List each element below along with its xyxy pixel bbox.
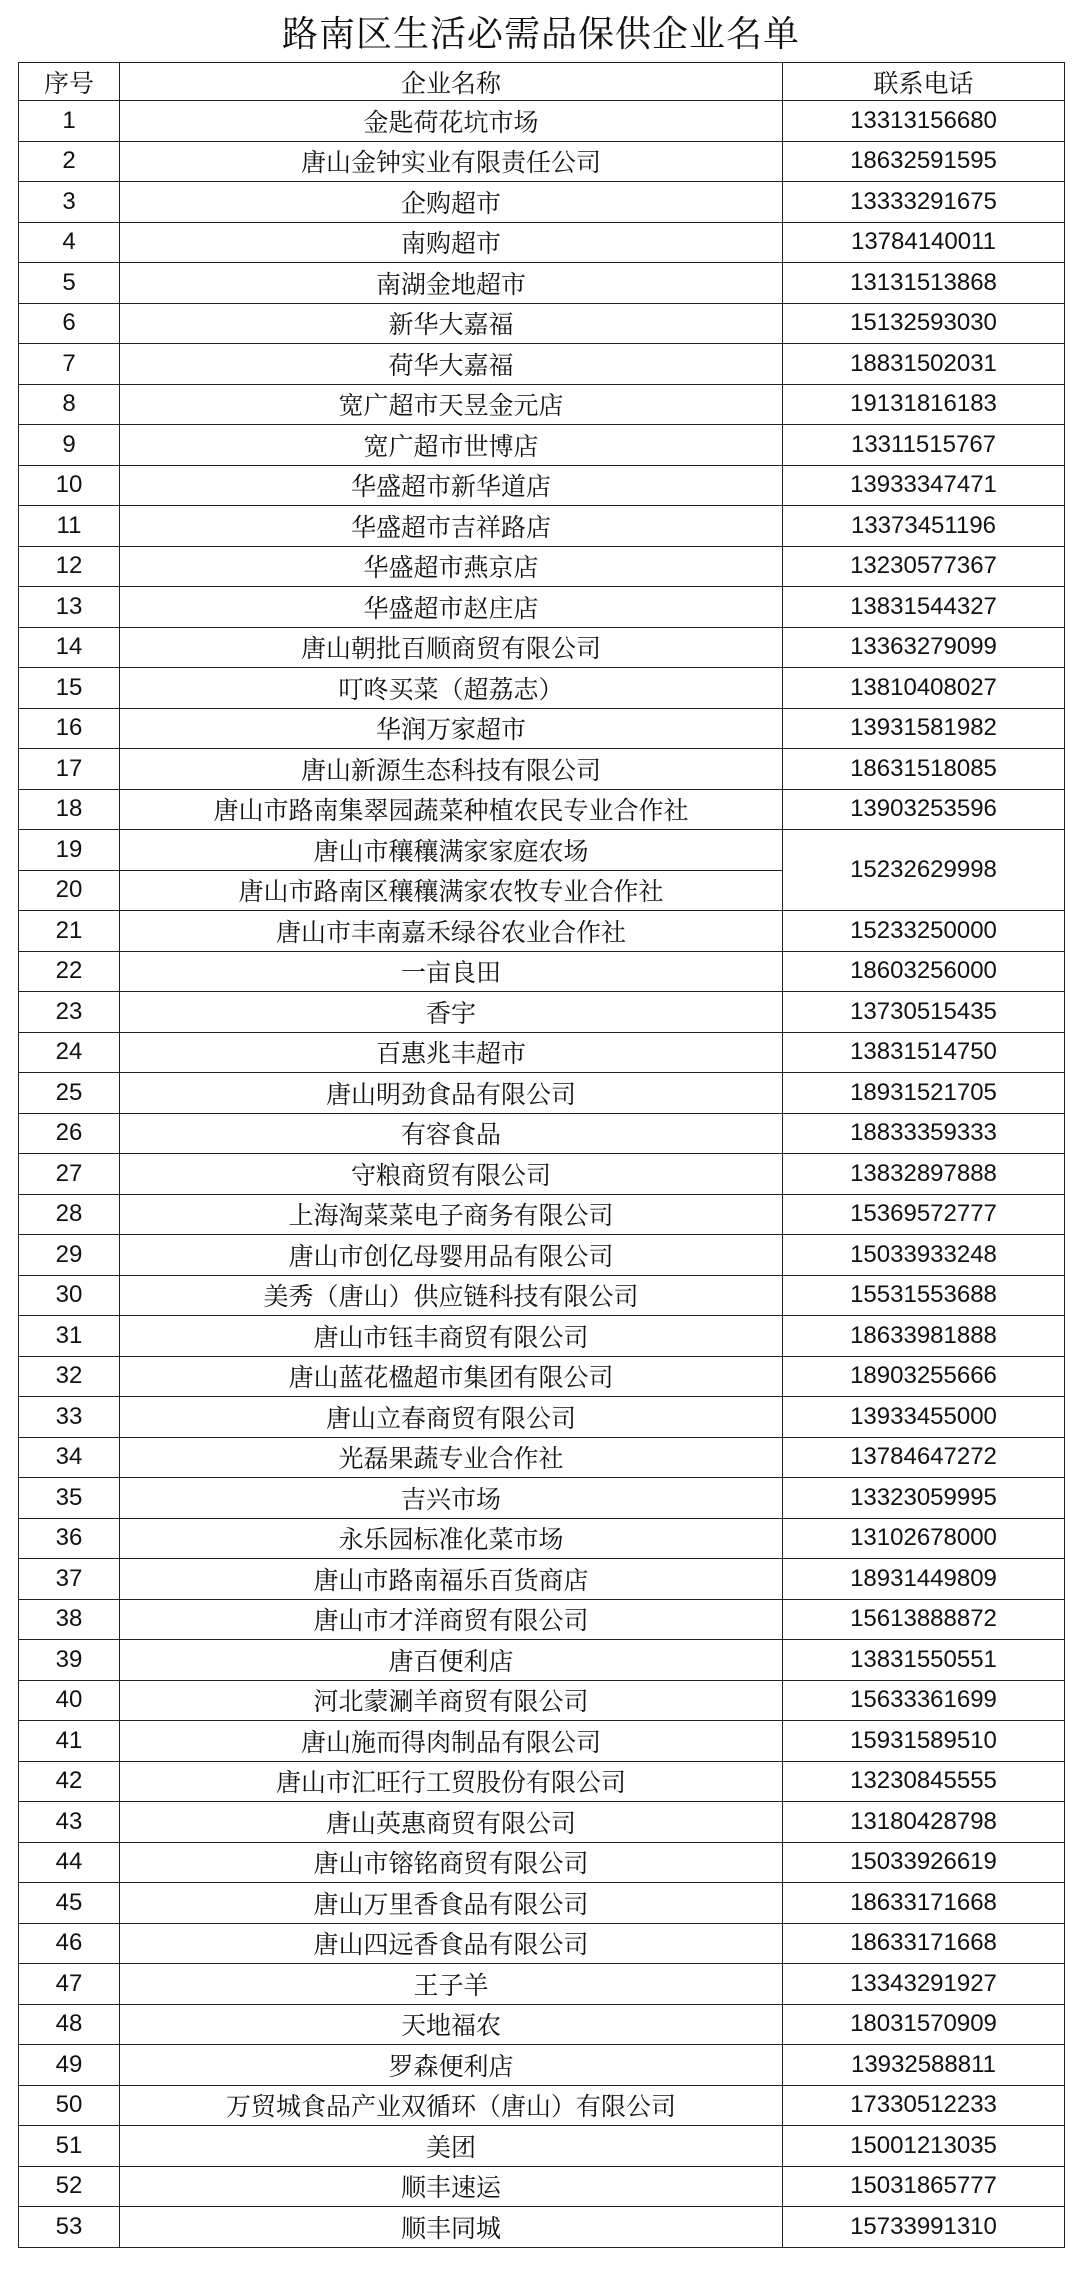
company-name: 宽广超市世博店 (120, 425, 783, 466)
row-index: 17 (19, 749, 120, 790)
row-index: 44 (19, 1842, 120, 1883)
contact-phone: 13343291927 (783, 1964, 1065, 2005)
row-index: 38 (19, 1599, 120, 1640)
row-index: 33 (19, 1397, 120, 1438)
contact-phone: 13373451196 (783, 506, 1065, 547)
company-name: 唐山市路南集翠园蔬菜种植农民专业合作社 (120, 789, 783, 830)
contact-phone: 13932588811 (783, 2045, 1065, 2086)
company-name: 顺丰同城 (120, 2207, 783, 2248)
row-index: 32 (19, 1356, 120, 1397)
company-name: 唐百便利店 (120, 1640, 783, 1681)
row-index: 29 (19, 1235, 120, 1276)
contact-phone: 18631518085 (783, 749, 1065, 790)
company-name: 永乐园标准化菜市场 (120, 1518, 783, 1559)
company-name: 唐山四远香食品有限公司 (120, 1923, 783, 1964)
table-row (19, 465, 1065, 506)
contact-phone: 13933347471 (783, 465, 1065, 506)
contact-phone: 15369572777 (783, 1194, 1065, 1235)
enterprise-table (18, 62, 1065, 2248)
contact-phone: 15633361699 (783, 1680, 1065, 1721)
company-name: 王子羊 (120, 1964, 783, 2005)
contact-phone: 18931449809 (783, 1559, 1065, 1600)
company-name: 唐山立春商贸有限公司 (120, 1397, 783, 1438)
row-index: 13 (19, 587, 120, 628)
company-name: 唐山万里香食品有限公司 (120, 1883, 783, 1924)
table-row (19, 546, 1065, 587)
table-row (19, 425, 1065, 466)
row-index: 28 (19, 1194, 120, 1235)
table-row (19, 1478, 1065, 1519)
contact-phone: 13333291675 (783, 182, 1065, 223)
contact-phone: 15033926619 (783, 1842, 1065, 1883)
table-row (19, 1923, 1065, 1964)
table-row (19, 506, 1065, 547)
company-name: 唐山市钰丰商贸有限公司 (120, 1316, 783, 1357)
table-row (19, 830, 1065, 871)
contact-phone: 18931521705 (783, 1073, 1065, 1114)
row-index: 51 (19, 2126, 120, 2167)
table-row (19, 1883, 1065, 1924)
row-index: 10 (19, 465, 120, 506)
table-row (19, 2126, 1065, 2167)
row-index: 14 (19, 627, 120, 668)
contact-phone: 13810408027 (783, 668, 1065, 709)
table-row (19, 222, 1065, 263)
company-name: 唐山市穰穰满家家庭农场 (120, 830, 783, 871)
company-name: 叮咚买菜（超荔志） (120, 668, 783, 709)
company-name: 顺丰速运 (120, 2166, 783, 2207)
company-name: 华盛超市燕京店 (120, 546, 783, 587)
table-row (19, 1316, 1065, 1357)
contact-phone: 13311515767 (783, 425, 1065, 466)
company-name: 美团 (120, 2126, 783, 2167)
row-index: 40 (19, 1680, 120, 1721)
table-row (19, 1154, 1065, 1195)
table-row (19, 1437, 1065, 1478)
table-row (19, 951, 1065, 992)
header-index: 序号 (19, 63, 120, 101)
header-row (19, 63, 1065, 101)
row-index: 35 (19, 1478, 120, 1519)
company-name: 华盛超市吉祥路店 (120, 506, 783, 547)
company-name: 唐山施而得肉制品有限公司 (120, 1721, 783, 1762)
row-index: 18 (19, 789, 120, 830)
table-row (19, 1235, 1065, 1276)
row-index: 26 (19, 1113, 120, 1154)
contact-phone: 15132593030 (783, 303, 1065, 344)
contact-phone: 15613888872 (783, 1599, 1065, 1640)
table-row (19, 1640, 1065, 1681)
contact-phone: 15233250000 (783, 911, 1065, 952)
row-index: 24 (19, 1032, 120, 1073)
company-name: 唐山朝批百顺商贸有限公司 (120, 627, 783, 668)
company-name: 企购超市 (120, 182, 783, 223)
table-row (19, 182, 1065, 223)
row-index: 47 (19, 1964, 120, 2005)
table-row (19, 1113, 1065, 1154)
company-name: 光磊果蔬专业合作社 (120, 1437, 783, 1478)
table-row (19, 1964, 1065, 2005)
company-name: 万贸城食品产业双循环（唐山）有限公司 (120, 2085, 783, 2126)
row-index: 36 (19, 1518, 120, 1559)
company-name: 华盛超市赵庄店 (120, 587, 783, 628)
row-index: 15 (19, 668, 120, 709)
company-name: 金匙荷花坑市场 (120, 101, 783, 142)
table-row (19, 1842, 1065, 1883)
row-index: 6 (19, 303, 120, 344)
row-index: 27 (19, 1154, 120, 1195)
table-row (19, 1356, 1065, 1397)
contact-phone: 13903253596 (783, 789, 1065, 830)
contact-phone: 17330512233 (783, 2085, 1065, 2126)
company-name: 吉兴市场 (120, 1478, 783, 1519)
company-name: 荷华大嘉福 (120, 344, 783, 385)
document-sheet (18, 0, 1064, 2248)
company-name: 有容食品 (120, 1113, 783, 1154)
contact-phone: 15232629998 (783, 830, 1065, 911)
company-name: 罗森便利店 (120, 2045, 783, 2086)
table-row (19, 101, 1065, 142)
contact-phone: 13230845555 (783, 1761, 1065, 1802)
table-row (19, 1599, 1065, 1640)
row-index: 50 (19, 2085, 120, 2126)
company-name: 唐山市丰南嘉禾绿谷农业合作社 (120, 911, 783, 952)
row-index: 19 (19, 830, 120, 871)
row-index: 3 (19, 182, 120, 223)
row-index: 34 (19, 1437, 120, 1478)
table-row (19, 384, 1065, 425)
contact-phone: 13730515435 (783, 992, 1065, 1033)
contact-phone: 13313156680 (783, 101, 1065, 142)
table-row (19, 303, 1065, 344)
company-name: 上海淘菜菜电子商务有限公司 (120, 1194, 783, 1235)
row-index: 12 (19, 546, 120, 587)
contact-phone: 18633981888 (783, 1316, 1065, 1357)
row-index: 22 (19, 951, 120, 992)
company-name: 美秀（唐山）供应链科技有限公司 (120, 1275, 783, 1316)
company-name: 唐山市汇旺行工贸股份有限公司 (120, 1761, 783, 1802)
table-row (19, 2045, 1065, 2086)
company-name: 新华大嘉福 (120, 303, 783, 344)
contact-phone: 13784647272 (783, 1437, 1065, 1478)
company-name: 宽广超市天昱金元店 (120, 384, 783, 425)
company-name: 唐山市镕铭商贸有限公司 (120, 1842, 783, 1883)
contact-phone: 13180428798 (783, 1802, 1065, 1843)
row-index: 42 (19, 1761, 120, 1802)
contact-phone: 13933455000 (783, 1397, 1065, 1438)
row-index: 45 (19, 1883, 120, 1924)
row-index: 2 (19, 141, 120, 182)
company-name: 华盛超市新华道店 (120, 465, 783, 506)
contact-phone: 13831550551 (783, 1640, 1065, 1681)
header-phone: 联系电话 (783, 63, 1065, 101)
table-row (19, 1275, 1065, 1316)
row-index: 53 (19, 2207, 120, 2248)
company-name: 华润万家超市 (120, 708, 783, 749)
contact-phone: 18633171668 (783, 1883, 1065, 1924)
company-name: 南湖金地超市 (120, 263, 783, 304)
table-body (19, 101, 1065, 2248)
table-row (19, 668, 1065, 709)
company-name: 香宇 (120, 992, 783, 1033)
row-index: 23 (19, 992, 120, 1033)
contact-phone: 13832897888 (783, 1154, 1065, 1195)
company-name: 唐山英惠商贸有限公司 (120, 1802, 783, 1843)
table-row (19, 587, 1065, 628)
table-row (19, 1680, 1065, 1721)
row-index: 46 (19, 1923, 120, 1964)
table-row (19, 1559, 1065, 1600)
table-row (19, 141, 1065, 182)
company-name: 一亩良田 (120, 951, 783, 992)
contact-phone: 13784140011 (783, 222, 1065, 263)
table-row (19, 2004, 1065, 2045)
contact-phone: 15531553688 (783, 1275, 1065, 1316)
company-name: 南购超市 (120, 222, 783, 263)
contact-phone: 18831502031 (783, 344, 1065, 385)
row-index: 9 (19, 425, 120, 466)
contact-phone: 15001213035 (783, 2126, 1065, 2167)
row-index: 5 (19, 263, 120, 304)
row-index: 41 (19, 1721, 120, 1762)
contact-phone: 13931581982 (783, 708, 1065, 749)
contact-phone: 18031570909 (783, 2004, 1065, 2045)
page-title: 路南区生活必需品保供企业名单 (281, 13, 800, 55)
table-row (19, 2166, 1065, 2207)
row-index: 52 (19, 2166, 120, 2207)
contact-phone: 15931589510 (783, 1721, 1065, 1762)
contact-phone: 18632591595 (783, 141, 1065, 182)
company-name: 唐山新源生态科技有限公司 (120, 749, 783, 790)
company-name: 百惠兆丰超市 (120, 1032, 783, 1073)
row-index: 4 (19, 222, 120, 263)
row-index: 31 (19, 1316, 120, 1357)
contact-phone: 18633171668 (783, 1923, 1065, 1964)
table-row (19, 1194, 1065, 1235)
contact-phone: 13831544327 (783, 587, 1065, 628)
contact-phone: 13323059995 (783, 1478, 1065, 1519)
table-row (19, 263, 1065, 304)
table-row (19, 1032, 1065, 1073)
row-index: 37 (19, 1559, 120, 1600)
row-index: 43 (19, 1802, 120, 1843)
company-name: 天地福农 (120, 2004, 783, 2045)
table-row (19, 627, 1065, 668)
contact-phone: 18833359333 (783, 1113, 1065, 1154)
company-name: 守粮商贸有限公司 (120, 1154, 783, 1195)
table-row (19, 1397, 1065, 1438)
contact-phone: 18903255666 (783, 1356, 1065, 1397)
table-row (19, 1761, 1065, 1802)
company-name: 唐山金钟实业有限责任公司 (120, 141, 783, 182)
row-index: 39 (19, 1640, 120, 1681)
company-name: 唐山明劲食品有限公司 (120, 1073, 783, 1114)
header-company-name: 企业名称 (120, 63, 783, 101)
row-index: 30 (19, 1275, 120, 1316)
row-index: 11 (19, 506, 120, 547)
contact-phone: 18603256000 (783, 951, 1065, 992)
table-row (19, 344, 1065, 385)
contact-phone: 13131513868 (783, 263, 1065, 304)
row-index: 20 (19, 870, 120, 911)
contact-phone: 13102678000 (783, 1518, 1065, 1559)
table-row (19, 708, 1065, 749)
table-row (19, 992, 1065, 1033)
row-index: 21 (19, 911, 120, 952)
row-index: 16 (19, 708, 120, 749)
row-index: 1 (19, 101, 120, 142)
company-name: 唐山市路南区穰穰满家农牧专业合作社 (120, 870, 783, 911)
row-index: 7 (19, 344, 120, 385)
table-row (19, 2085, 1065, 2126)
contact-phone: 15033933248 (783, 1235, 1065, 1276)
row-index: 25 (19, 1073, 120, 1114)
table-row (19, 2207, 1065, 2248)
table-row (19, 789, 1065, 830)
row-index: 49 (19, 2045, 120, 2086)
contact-phone: 19131816183 (783, 384, 1065, 425)
contact-phone: 15733991310 (783, 2207, 1065, 2248)
contact-phone: 13831514750 (783, 1032, 1065, 1073)
company-name: 唐山市创亿母婴用品有限公司 (120, 1235, 783, 1276)
table-row (19, 749, 1065, 790)
company-name: 唐山蓝花楹超市集团有限公司 (120, 1356, 783, 1397)
table-row (19, 911, 1065, 952)
table-row (19, 1518, 1065, 1559)
table-row (19, 1802, 1065, 1843)
company-name: 唐山市路南福乐百货商店 (120, 1559, 783, 1600)
contact-phone: 13363279099 (783, 627, 1065, 668)
company-name: 唐山市才洋商贸有限公司 (120, 1599, 783, 1640)
company-name: 河北蒙涮羊商贸有限公司 (120, 1680, 783, 1721)
contact-phone: 15031865777 (783, 2166, 1065, 2207)
table-row (19, 1073, 1065, 1114)
row-index: 8 (19, 384, 120, 425)
table-row (19, 1721, 1065, 1762)
contact-phone: 13230577367 (783, 546, 1065, 587)
row-index: 48 (19, 2004, 120, 2045)
